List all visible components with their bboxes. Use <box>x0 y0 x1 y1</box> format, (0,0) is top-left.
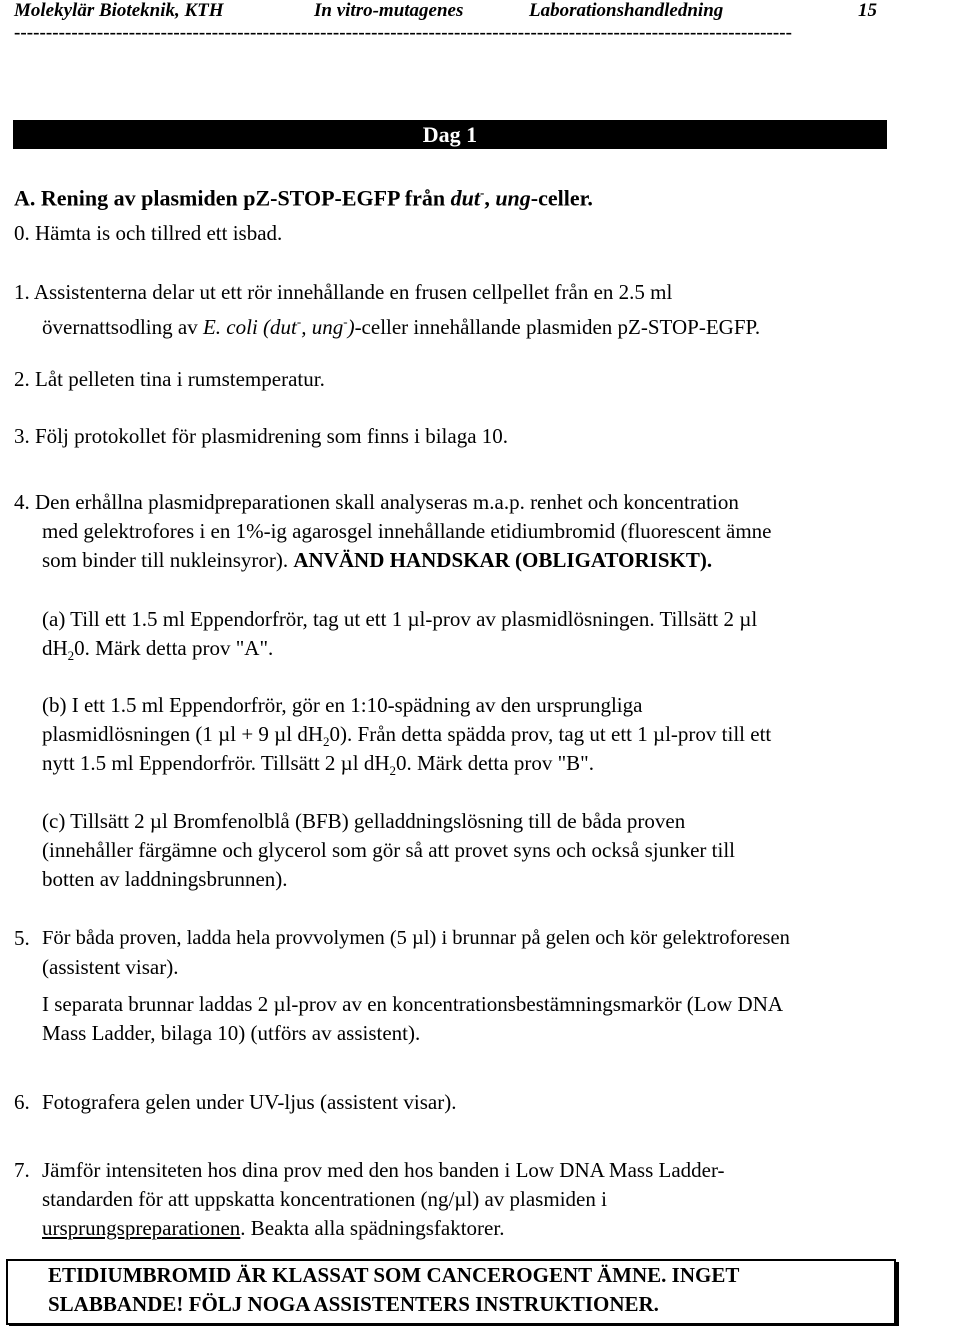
step-1-line-2: övernattsodling av E. coli (dut-, ung-)-celler innehållande plasmiden pZ-STOP-EGFP. <box>42 314 761 339</box>
step-7-line-2: standarden för att uppskatta koncentrationen (ng/µl) av plasmiden i <box>42 1187 607 1211</box>
header-rule: -------------------------------------------------------------------------------------------------------------------------- <box>14 22 793 43</box>
day-heading: Dag 1 <box>13 120 887 149</box>
step-7-line-3: ursprungspreparationen. Beakta alla spädningsfaktorer. <box>42 1216 505 1240</box>
step-0: 0. Hämta is och tillred ett isbad. <box>14 221 283 245</box>
step-6-number: 6. <box>14 1090 30 1114</box>
step-5-line-4: Mass Ladder, bilaga 10) (utförs av assistent). <box>42 1021 421 1045</box>
step-4-line-2: med gelektrofores i en 1%-ig agarosgel innehållande etidiumbromid (fluorescent ämne <box>42 519 772 543</box>
substep-c-line-3: botten av laddningsbrunnen). <box>42 867 288 891</box>
substep-b-line-3: nytt 1.5 ml Eppendorfrör. Tillsätt 2 µl $dH_20$. Märk detta prov "B". <box>42 751 594 779</box>
step-3: 3. Följ protokollet för plasmidrening som finns i bilaga 10. <box>14 424 509 448</box>
section-heading: A. Rening av plasmiden pZ-STOP-EGFP från dut-, ung-celler. <box>14 185 593 211</box>
step-5-line-2: (assistent visar). <box>42 955 179 979</box>
substep-c-line-1: (c) Tillsätt 2 µl Bromfenolblå (BFB) gelladdningslösning till de båda proven <box>42 809 686 833</box>
header-course: Molekylär Bioteknik, KTH <box>14 0 224 21</box>
step-5-line-1: För båda proven, ladda hela provvolymen (5 µl) i brunnar på gelen och kör gelektroforesen <box>42 927 790 949</box>
warning-line-1: ETIDIUMBROMID ÄR KLASSAT SOM CANCEROGENT ÄMNE. INGET <box>48 1263 740 1287</box>
warning-line-2: SLABBANDE! FÖLJ NOGA ASSISTENTERS INSTRUKTIONER. <box>48 1292 659 1316</box>
step-4-line-1: 4. Den erhållna plasmidpreparationen skall analyseras m.a.p. renhet och koncentration <box>14 490 739 514</box>
step-5-line-3: I separata brunnar laddas 2 µl-prov av en koncentrationsbestämningsmarkör (Low DNA <box>42 992 784 1016</box>
step-6: Fotografera gelen under UV-ljus (assistent visar). <box>42 1090 457 1114</box>
header-topic: In vitro-mutagenes <box>314 0 464 21</box>
step-2: 2. Låt pelleten tina i rumstemperatur. <box>14 367 325 391</box>
substep-c-line-2: (innehåller färgämne och glycerol som gör så att provet syns och också sjunker till <box>42 838 735 862</box>
warning-box <box>6 1259 896 1325</box>
step-4-line-3: som binder till nukleinsyror). ANVÄND HANDSKAR (OBLIGATORISKT). <box>42 548 713 572</box>
step-5-number: 5. <box>14 926 30 950</box>
header-document: Laborationshandledning <box>529 0 724 21</box>
substep-b-line-1: (b) I ett 1.5 ml Eppendorfrör, gör en 1:10-spädning av den ursprungliga <box>42 693 643 717</box>
substep-b-line-2: plasmidlösningen (1 µl + 9 µl $dH_20$). Från detta spädda prov, tag ut ett 1 µl-prov till ett <box>42 722 772 750</box>
substep-a-line-2: $dH_20$. Märk detta prov "A". <box>42 636 274 664</box>
step-7-line-1: Jämför intensiteten hos dina prov med den hos banden i Low DNA Mass Ladder- <box>42 1158 725 1182</box>
step-1-line-1: 1. Assistenterna delar ut ett rör innehållande en frusen cellpellet från en 2.5 ml <box>14 280 673 304</box>
header-page-number: 15 <box>858 0 877 21</box>
step-7-number: 7. <box>14 1158 30 1182</box>
substep-a-line-1: (a) Till ett 1.5 ml Eppendorfrör, tag ut ett 1 µl-prov av plasmidlösningen. Tillsätt 2 µl <box>42 607 758 631</box>
